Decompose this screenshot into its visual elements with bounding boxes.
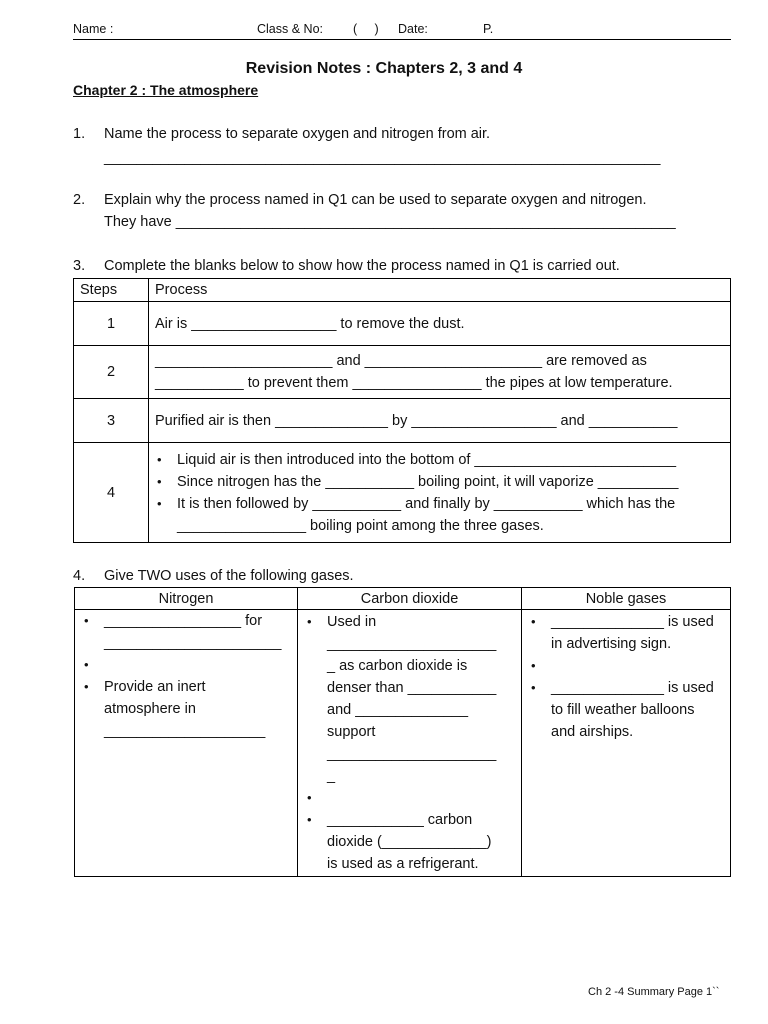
page-footer: Ch 2 -4 Summary Page 1`` — [588, 986, 720, 998]
bullet-text: denser than ___________ — [327, 680, 497, 696]
question-number: 4. — [73, 568, 86, 584]
question-number: 3. — [73, 258, 86, 274]
question-text: Name the process to separate oxygen and nitrogen from air. — [104, 126, 491, 142]
process-line: ______________________ and ______________________ are removed as — [155, 353, 647, 369]
carbon-dioxide-header: Carbon dioxide — [298, 588, 522, 610]
steps-header: Steps — [74, 279, 149, 302]
bullet-text: ______________ is used — [551, 680, 714, 696]
table-row — [74, 302, 731, 346]
table-header-row — [74, 279, 731, 302]
noble-gases-cell — [522, 610, 731, 877]
answer-prefix: They have — [104, 214, 172, 230]
bullet-text: atmosphere in — [104, 701, 196, 717]
bullet-text: ______________________ — [104, 635, 282, 651]
p-label: P. — [483, 22, 494, 36]
list-item — [523, 677, 729, 743]
list-item — [299, 809, 520, 875]
question-text: Complete the blanks below to show how the process named in Q1 is carried out. — [104, 258, 620, 274]
noble-gases-header: Noble gases — [522, 588, 731, 610]
bullet-text: ____________ carbon — [327, 812, 473, 828]
step-process: Purified air is then ______________ by __________________ and ___________ — [149, 399, 731, 443]
page-title: Revision Notes : Chapters 2, 3 and 4 — [245, 60, 523, 77]
date-label: Date: — [398, 22, 428, 36]
bullet-text: is used as a refrigerant. — [327, 856, 479, 872]
step-number: 4 — [74, 443, 149, 543]
list-item — [76, 676, 296, 742]
header-divider — [73, 39, 731, 40]
nitrogen-cell — [75, 610, 298, 877]
spacer — [299, 787, 520, 809]
question-number: 1. — [73, 126, 86, 142]
class-label: Class & No: — [257, 22, 323, 36]
bullet-text: _ as carbon dioxide is — [327, 658, 468, 674]
nitrogen-header: Nitrogen — [75, 588, 298, 610]
spacer — [76, 654, 296, 676]
process-line: ___________ to prevent them ________________ the pipes at low temperature. — [155, 375, 673, 391]
bullet-text: _____________________ — [327, 746, 497, 762]
list-item — [299, 611, 520, 787]
chapter-heading: Chapter 2 : The atmosphere — [73, 82, 259, 98]
bullet-text: Used in — [327, 614, 377, 630]
list-item — [523, 611, 729, 655]
bullet-text: to fill weather balloons — [551, 702, 695, 718]
list-item: • Since nitrogen has the ___________ boiling point, it will vaporize __________ — [149, 471, 724, 493]
step-number: 1 — [74, 302, 149, 346]
bullet-text: in advertising sign. — [551, 636, 672, 652]
bullet-text: and airships. — [551, 724, 634, 740]
answer-line: _____________________________________________________________________ — [104, 150, 661, 166]
question-text: Give TWO uses of the following gases. — [104, 568, 354, 584]
step-process: Air is __________________ to remove the dust. — [149, 302, 731, 346]
bullet-text: Provide an inert — [104, 679, 206, 695]
bullet-text: It is then followed by ___________ and finally by ___________ which has the — [177, 495, 676, 512]
answer-line — [104, 214, 676, 230]
spacer — [523, 655, 729, 677]
carbon-dioxide-cell — [298, 610, 522, 877]
process-header: Process — [149, 279, 731, 302]
gas-uses-table — [74, 587, 731, 877]
list-item — [76, 610, 296, 654]
answer-blank: ______________________________________________________________ — [175, 214, 676, 230]
table-row — [74, 399, 731, 443]
step-number: 2 — [74, 346, 149, 399]
list-item: • Liquid air is then introduced into the bottom of _________________________ — [149, 449, 724, 471]
bullet-text: and ______________ — [327, 702, 469, 718]
bullet-text: _ — [327, 768, 336, 784]
steps-table — [73, 278, 731, 543]
bullet-text: ______________ is used — [551, 614, 714, 630]
bullet-text: support — [327, 724, 376, 740]
question-number: 2. — [73, 192, 86, 208]
step-process — [149, 346, 731, 399]
bullet-text: dioxide (_____________) — [327, 834, 492, 850]
table-header-row — [75, 588, 731, 610]
step-number: 3 — [74, 399, 149, 443]
table-row — [74, 443, 731, 543]
class-number-paren: ( ) — [353, 22, 379, 36]
table-row — [75, 610, 731, 877]
name-label: Name : — [73, 22, 114, 36]
bullet-text: ________________ boiling point among the three gases. — [177, 517, 544, 534]
step-process — [149, 443, 731, 543]
bullet-text: ____________________ — [104, 723, 266, 739]
list-item — [149, 493, 724, 537]
question-text: Explain why the process named in Q1 can be used to separate oxygen and nitrogen. — [104, 192, 647, 208]
bullet-text: _________________ for — [104, 613, 263, 629]
bullet-text: _____________________ — [327, 636, 497, 652]
table-row — [74, 346, 731, 399]
